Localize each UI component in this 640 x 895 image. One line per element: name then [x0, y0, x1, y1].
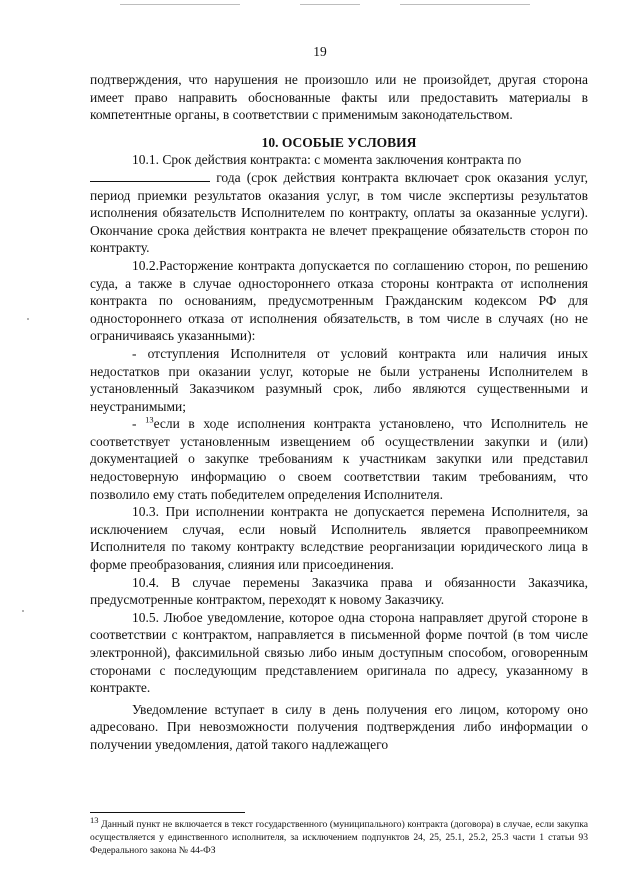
footnote-text: Данный пункт не включается в текст государственного (муниципального) контракта (договора) в случае, если закупка осуществляется у единственного исполнителя, за исключением подпунктов 24, 25, 25.1, 25.2, 25.3 части 1 статьи 93 Федерального закона № 44-ФЗ — [90, 819, 588, 856]
list-item-deviation: - отступления Исполнителя от условий контракта или наличия иных недостатков при оказании услуг, которые не были устранены Исполнителем в установленный Заказчиком разумный срок, либо являются существенными и неустранимыми; — [90, 345, 588, 414]
scan-top-edge-line — [300, 4, 360, 5]
paragraph-notification: Уведомление вступает в силу в день получения его лицом, которому оно адресовано. При невозможности получения подтверждения либо информации о получении уведомления, датой такого надлежащего — [90, 701, 588, 752]
paragraph-10-3: 10.3. При исполнении контракта не допускается перемена Исполнителя, за исключением случая, если новый Исполнитель является правопреемником Исполнителя по такому контракту вследствие реорганизации юридического лица в форме преобразования, слияния или присоединения. — [90, 504, 588, 573]
blank-field — [90, 169, 210, 182]
paragraph-10-1 — [90, 169, 588, 257]
footnote-number: 13 — [90, 814, 99, 825]
footnote — [90, 814, 588, 857]
section-heading: 10. ОСОБЫЕ УСЛОВИЯ — [261, 134, 417, 150]
scan-top-edge-line — [400, 4, 530, 5]
paragraph-10-2: 10.2.Расторжение контракта допускается по соглашению сторон, по решению суда, а также в случае одностороннего отказа стороны контракта от исполнения контракта по основаниям, предусмотренным Гражданским кодексом РФ для одностороннего отказа от исполнения обязательств, в том числе в случаях (но не ограничиваясь указанными): — [90, 257, 588, 344]
paragraph-continuation: подтверждения, что нарушения не произошло или не произойдет, другая сторона имеет право направить обоснованные факты или предоставить материалы в компетентные органы, в соответствии с применимым законодательством. — [90, 72, 588, 123]
body-text — [90, 71, 588, 754]
scan-top-edge-line — [120, 4, 240, 5]
page-number: 19 — [313, 44, 327, 59]
paragraph-10-1-intro: 10.1. Срок действия контракта: с момента заключения контракта по — [132, 152, 522, 168]
paragraph-10-1-text: года (срок действия контракта включает срок оказания услуг, период приемки результатов оказания услуг, в том числе экспертизы результатов исполнения обязательств Исполнителем по контракту, оплаты за оказанные услуги). Окончание срока действия контракта не влечет прекращение обязательств сторон по контракту. — [90, 169, 588, 256]
list-dash: - — [132, 416, 146, 432]
paragraph-10-5: 10.5. Любое уведомление, которое одна сторона направляет другой стороне в соответствии с контрактом, направляется в письменной форме почтой (в том числе электронной), факсимильной связью либо иным доступным способом, оговоренным сторонами с последующим представлением оригинала по адресу, указанному в контракте. — [90, 609, 588, 696]
paragraph-10-4: 10.4. В случае перемены Заказчика права и обязанности Заказчика, предусмотренные контрактом, переходят к новому Заказчику. — [90, 574, 588, 608]
list-item-text: если в ходе исполнения контракта установлено, что Исполнитель не соответствует установленным извещением об осуществлении закупки и (или) документацией о закупке требованиям к участникам закупки или представил недостоверную информацию о своем соответствии таким требованиям, что позволило ему стать победителем определения Исполнителя. — [90, 416, 588, 502]
list-item-noncompliance — [90, 415, 588, 503]
footnote-marker: 13 — [145, 414, 154, 425]
scan-speck — [22, 610, 24, 612]
footnote-separator — [90, 812, 245, 813]
scan-speck — [27, 318, 29, 320]
